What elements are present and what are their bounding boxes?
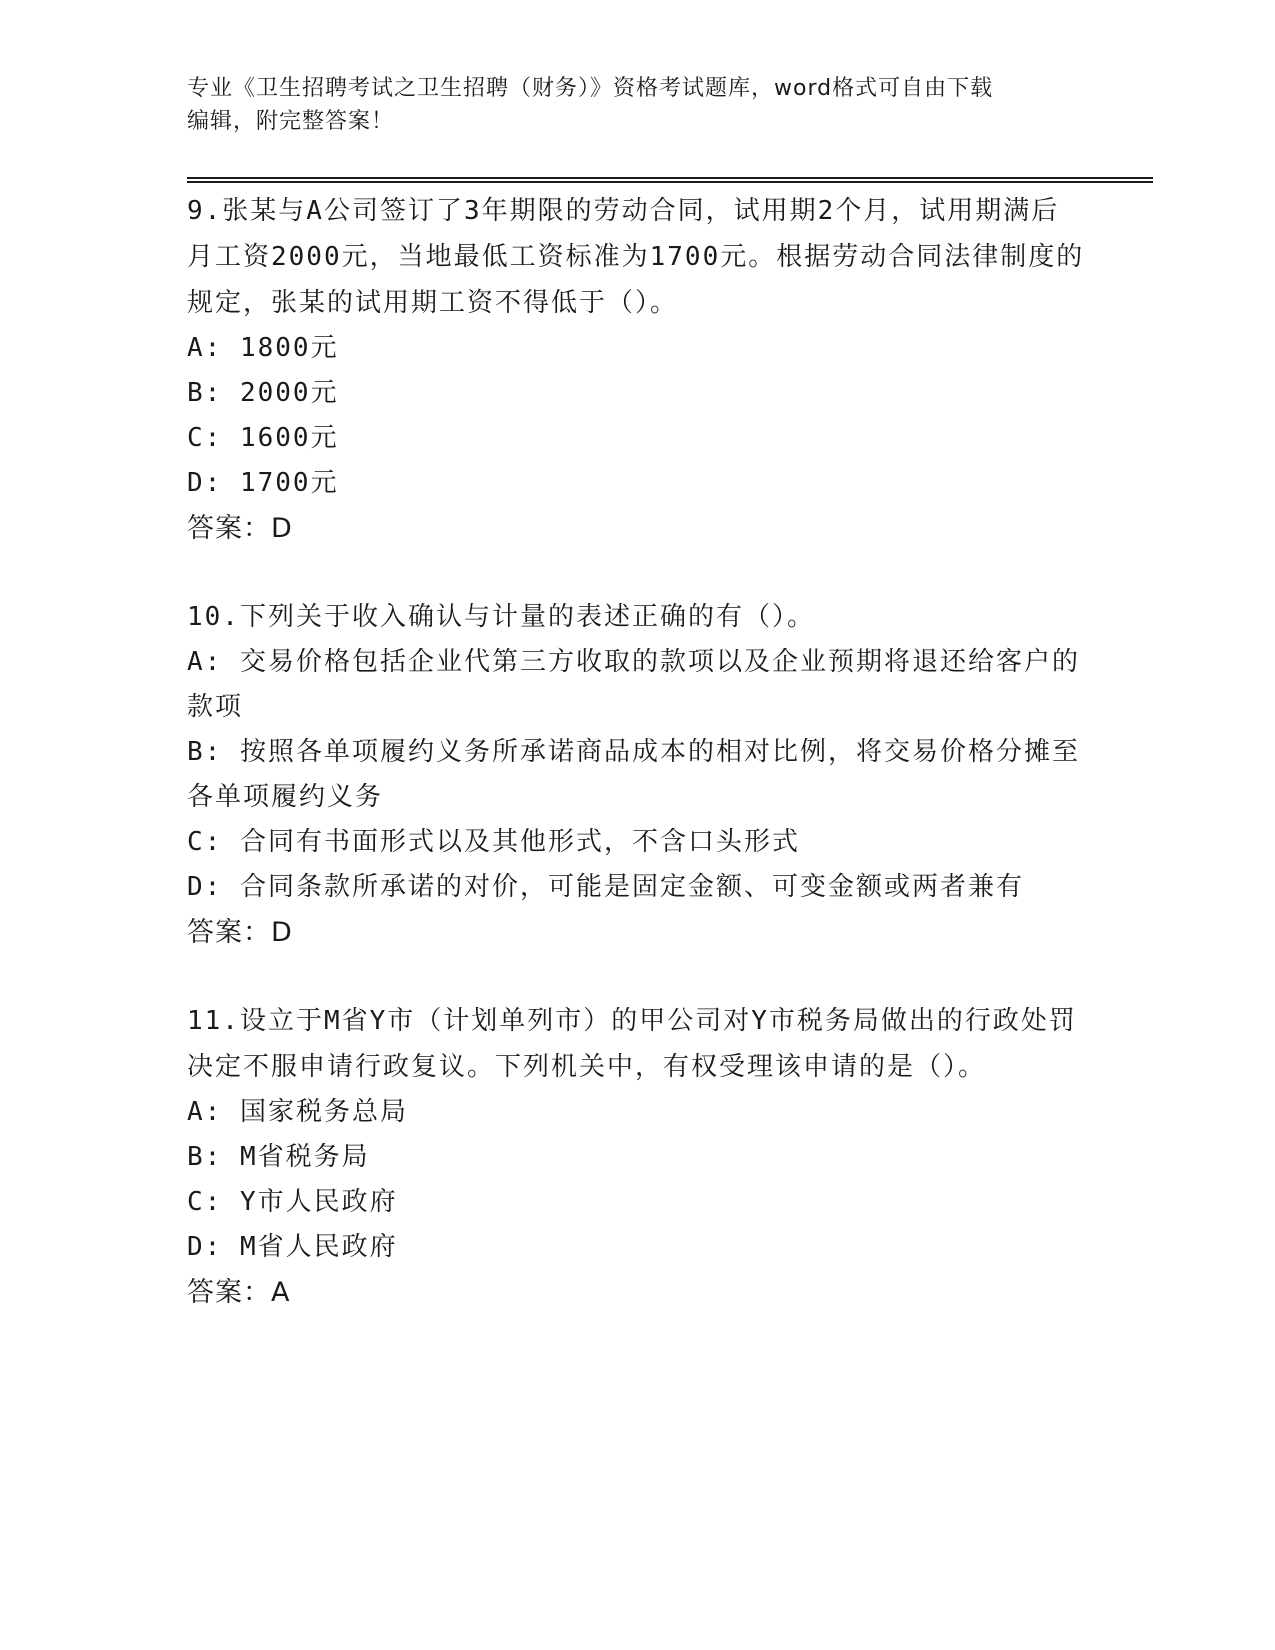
option-d: D: 1700元: [187, 468, 339, 498]
document-header: [187, 72, 1067, 138]
question-list: [187, 188, 1087, 1316]
option-a: A: 1800元: [187, 333, 339, 363]
question-text: 11.设立于M省Y市（计划单列市）的甲公司对Y市税务局做出的行政处罚决定不服申请行政复议。下列机关中，有权受理该申请的是（）。: [187, 1006, 1077, 1082]
answer-label: 答案：A: [187, 1277, 291, 1308]
option-a: A: 国家税务总局: [187, 1097, 408, 1127]
question-text: 10.下列关于收入确认与计量的表述正确的有（）。: [187, 602, 815, 632]
header-line-1: 专业《卫生招聘考试之卫生招聘（财务）》资格考试题库，word格式可自由下载: [187, 76, 994, 101]
option-c: C: Y市人民政府: [187, 1187, 398, 1217]
question-text: 9.张某与A公司签订了3年期限的劳动合同，试用期2个月，试用期满后月工资2000元，当地最低工资标准为1700元。根据劳动合同法律制度的规定，张某的试用期工资不得低于（）。: [187, 196, 1085, 318]
option-b: B: 2000元: [187, 378, 339, 408]
option-b: B: M省税务局: [187, 1142, 370, 1172]
question-10: [187, 594, 1087, 956]
header-line-2: 编辑，附完整答案！: [187, 109, 395, 134]
question-11: [187, 998, 1087, 1316]
option-d: D: M省人民政府: [187, 1232, 398, 1262]
question-9: [187, 188, 1087, 552]
option-c: C: 合同有书面形式以及其他形式，不含口头形式: [187, 827, 800, 857]
option-b: B: 按照各单项履约义务所承诺商品成本的相对比例，将交易价格分摊至各单项履约义务: [187, 737, 1080, 812]
answer-label: 答案：D: [187, 917, 293, 948]
option-c: C: 1600元: [187, 423, 339, 453]
header-double-rule: [187, 177, 1153, 183]
option-d: D: 合同条款所承诺的对价，可能是固定金额、可变金额或两者兼有: [187, 872, 1024, 902]
answer-label: 答案：D: [187, 513, 293, 544]
option-a: A: 交易价格包括企业代第三方收取的款项以及企业预期将退还给客户的款项: [187, 647, 1080, 722]
